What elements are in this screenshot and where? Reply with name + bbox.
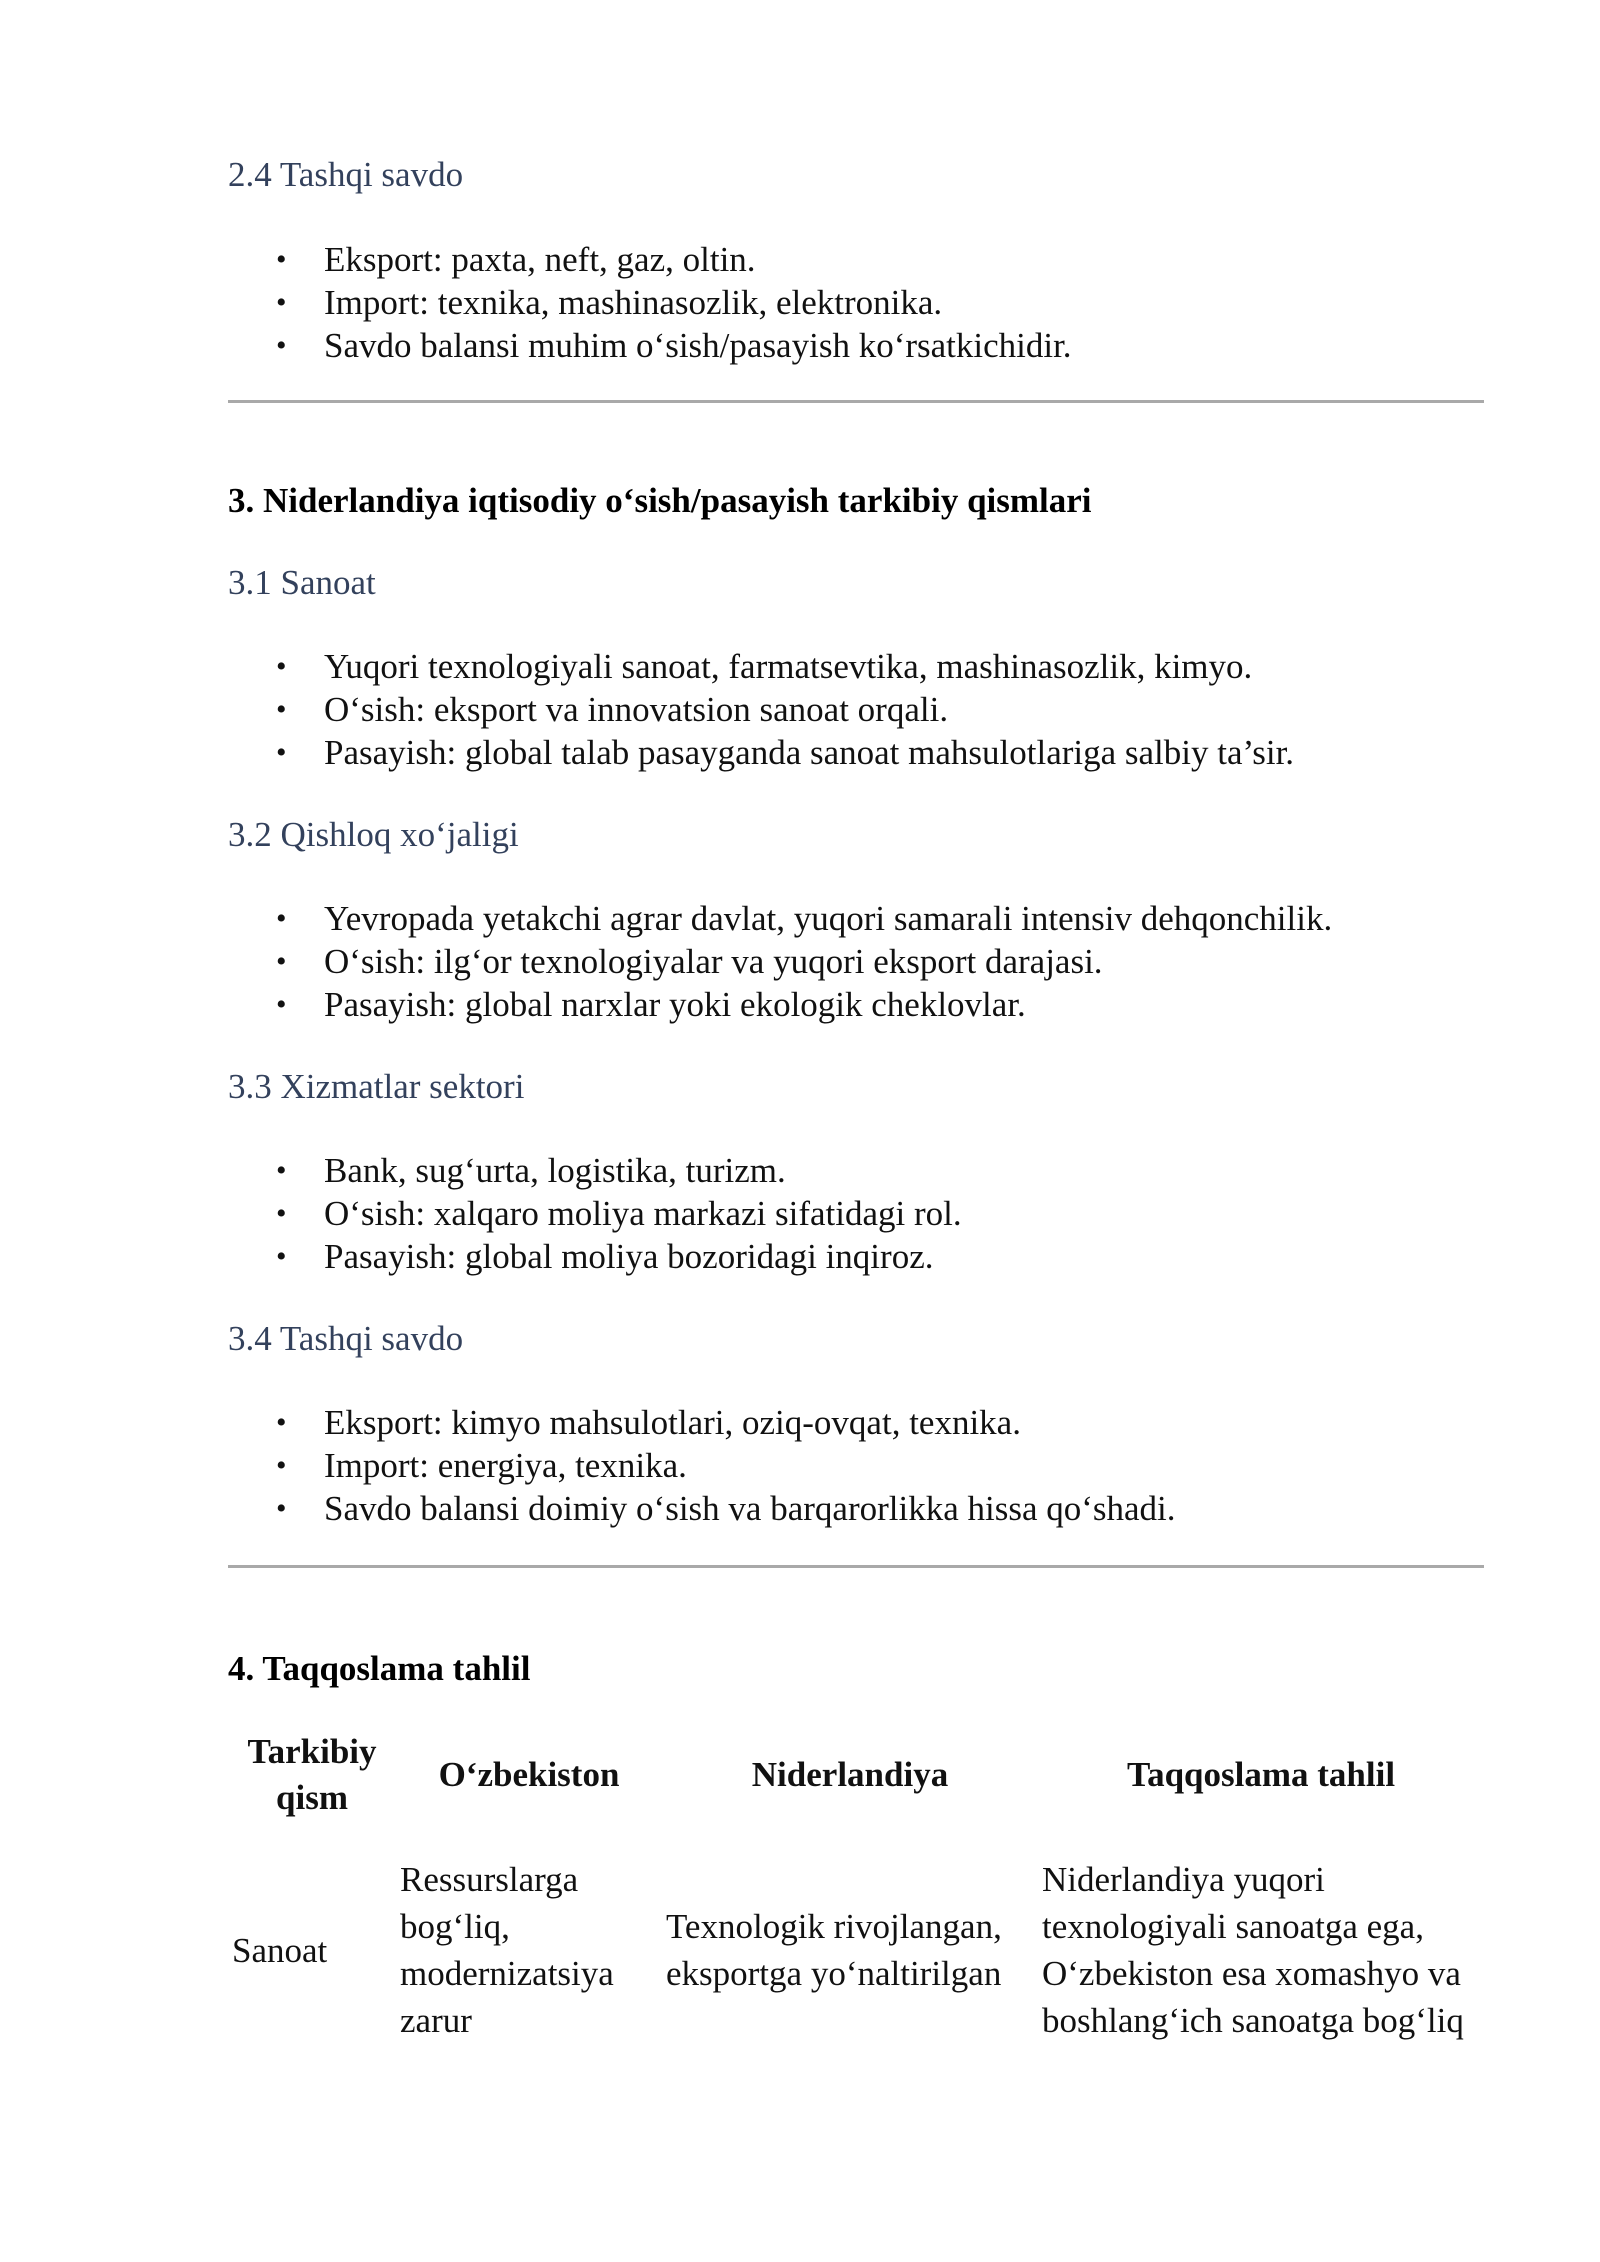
list-item: • Import: energiya, texnika. (276, 1446, 687, 1485)
bullet-icon: • (276, 1449, 287, 1482)
list-item: • O‘sish: ilg‘or texnologiyalar va yuqori eksport darajasi. (276, 942, 1103, 981)
list-item: • Eksport: kimyo mahsulotlari, oziq-ovqat, texnika. (276, 1403, 1021, 1442)
bullet-icon: • (276, 693, 287, 726)
section-3-2-list (228, 897, 1332, 1026)
bullet-icon: • (276, 329, 287, 362)
table-cell: Sanoat (232, 1930, 328, 1970)
table-row (228, 1830, 1484, 2070)
list-item: • Yevropada yetakchi agrar davlat, yuqori samarali intensiv dehqonchilik. (276, 899, 1333, 938)
bullet-icon: • (276, 650, 287, 683)
list-item: • O‘sish: xalqaro moliya markazi sifatidagi rol. (276, 1194, 962, 1233)
section-3-1-title: 3.1 Sanoat (228, 563, 376, 602)
section-3-heading: 3. Niderlandiya iqtisodiy o‘sish/pasayish tarkibiy qismlari (228, 481, 1092, 520)
table-cell: Ressurslarga bog‘liq, modernizatsiya zarur (400, 1860, 614, 2040)
section-3-1-list (228, 645, 1294, 774)
list-item: • Savdo balansi muhim o‘sish/pasayish ko‘rsatkichidir. (276, 326, 1072, 365)
header-component: Tarkibiy qism (247, 1732, 377, 1817)
table-cell: Niderlandiya yuqori texnologiyali sanoatga ega, O‘zbekiston esa xomashyo va boshlang‘ich sanoatga bog‘liq (1042, 1860, 1464, 2040)
bullet-icon: • (276, 736, 287, 769)
bullet-icon: • (276, 1492, 287, 1525)
section-3-2-title: 3.2 Qishloq xo‘jaligi (228, 815, 519, 854)
section-2-4-list (228, 238, 1072, 367)
list-item: • Import: texnika, mashinasozlik, elektronika. (276, 283, 943, 322)
bullet-icon: • (276, 286, 287, 319)
comparison-table (228, 1720, 1484, 2070)
section-3-4-title: 3.4 Tashqi savdo (228, 1319, 464, 1358)
horizontal-divider (228, 400, 1484, 403)
list-item: • Savdo balansi doimiy o‘sish va barqarorlikka hissa qo‘shadi. (276, 1489, 1176, 1528)
section-4-heading: 4. Taqqoslama tahlil (228, 1649, 531, 1688)
bullet-icon: • (276, 1197, 287, 1230)
bullet-icon: • (276, 902, 287, 935)
list-item: • Pasayish: global talab pasayganda sanoat mahsulotlariga salbiy ta’sir. (276, 733, 1295, 772)
list-item: • Bank, sug‘urta, logistika, turizm. (276, 1151, 786, 1190)
bullet-icon: • (276, 1240, 287, 1273)
list-item: • Yuqori texnologiyali sanoat, farmatsevtika, mashinasozlik, kimyo. (276, 647, 1253, 686)
header-uzbekistan: O‘zbekiston (438, 1755, 620, 1794)
list-item: • O‘sish: eksport va innovatsion sanoat orqali. (276, 690, 949, 729)
list-item: • Pasayish: global moliya bozoridagi inqiroz. (276, 1237, 934, 1276)
section-2-4-title: 2.4 Tashqi savdo (228, 155, 464, 194)
horizontal-divider (228, 1565, 1484, 1568)
header-netherlands: Niderlandiya (751, 1755, 949, 1794)
section-3-4-list (228, 1401, 1176, 1530)
table-cell: Texnologik rivojlangan, eksportga yo‘naltirilgan (666, 1907, 1002, 1993)
header-comparison: Taqqoslama tahlil (1126, 1755, 1396, 1794)
bullet-icon: • (276, 945, 287, 978)
bullet-icon: • (276, 988, 287, 1021)
list-item: • Eksport: paxta, neft, gaz, oltin. (276, 240, 756, 279)
bullet-icon: • (276, 1406, 287, 1439)
bullet-icon: • (276, 243, 287, 276)
section-3-3-title: 3.3 Xizmatlar sektori (228, 1067, 525, 1106)
bullet-icon: • (276, 1154, 287, 1187)
table-header-row (228, 1720, 1484, 1830)
list-item: • Pasayish: global narxlar yoki ekologik cheklovlar. (276, 985, 1026, 1024)
section-3-3-list (228, 1149, 962, 1278)
